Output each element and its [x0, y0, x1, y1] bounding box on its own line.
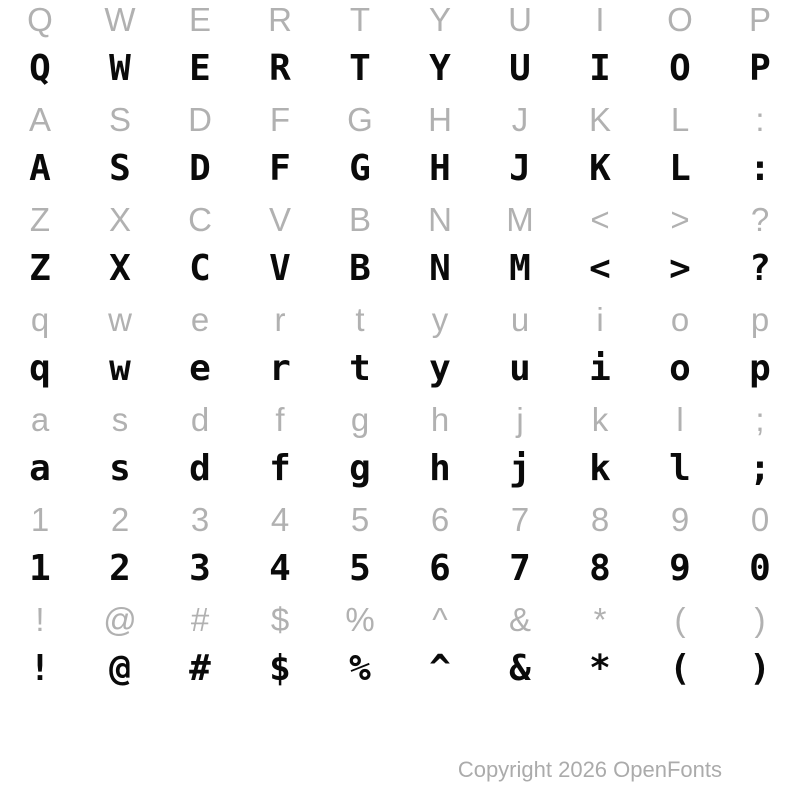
glyph-cell: u	[510, 300, 530, 338]
glyph-cell: o	[670, 300, 690, 338]
glyph-cell: Y	[429, 48, 451, 89]
glyph-cell: Z	[29, 248, 51, 289]
glyph-cell: k	[589, 448, 611, 489]
glyph-cell: 7	[509, 548, 531, 589]
glyph-cell: i	[596, 300, 604, 338]
glyph-cell: l	[669, 448, 691, 489]
lowercase-home-row-specimen	[0, 444, 800, 494]
glyph-cell: w	[109, 348, 131, 389]
glyph-cell: F	[269, 100, 291, 138]
glyph-cell: >	[669, 248, 691, 289]
glyph-cell: j	[509, 448, 531, 489]
glyph-cell: C	[188, 200, 212, 238]
glyph-cell: E	[188, 0, 211, 38]
uppercase-qwerty-row-reference	[0, 0, 800, 44]
glyph-cell: !	[29, 648, 51, 689]
glyph-cell: M	[506, 200, 534, 238]
glyph-cell: 0	[750, 500, 770, 538]
glyph-cell: P	[748, 0, 771, 38]
glyph-cell: U	[509, 48, 531, 89]
glyph-cell: %	[349, 648, 371, 689]
uppercase-home-row-reference	[0, 94, 800, 144]
glyph-cell: e	[190, 300, 210, 338]
glyph-cell: 4	[269, 548, 291, 589]
glyph-cell: *	[593, 600, 607, 638]
glyph-cell: X	[108, 200, 131, 238]
glyph-cell: L	[670, 100, 690, 138]
glyph-cell: @	[109, 648, 131, 689]
glyph-cell: B	[348, 200, 371, 238]
lowercase-home-row-reference	[0, 394, 800, 444]
glyph-cell: O	[667, 0, 693, 38]
glyph-cell: 9	[669, 548, 691, 589]
glyph-cell: j	[516, 400, 524, 438]
glyph-cell: V	[268, 200, 291, 238]
glyph-cell: %	[345, 600, 375, 638]
glyph-cell: Z	[29, 200, 51, 238]
glyph-cell: f	[269, 448, 291, 489]
glyph-cell: S	[109, 148, 131, 189]
glyph-cell: u	[509, 348, 531, 389]
glyph-cell: C	[189, 248, 211, 289]
glyph-cell: X	[109, 248, 131, 289]
glyph-cell: >	[670, 200, 690, 238]
glyph-cell: 1	[29, 548, 51, 589]
glyph-cell: A	[29, 148, 51, 189]
glyph-cell: #	[189, 648, 211, 689]
glyph-cell: )	[749, 648, 771, 689]
glyph-cell: 3	[190, 500, 210, 538]
glyph-cell: r	[274, 300, 286, 338]
glyph-cell: a	[29, 448, 51, 489]
glyph-cell: t	[349, 348, 371, 389]
uppercase-home-row-specimen	[0, 144, 800, 194]
glyph-cell: H	[429, 148, 451, 189]
glyph-cell: R	[268, 0, 292, 38]
glyph-cell: y	[431, 300, 449, 338]
symbols-row-reference	[0, 594, 800, 644]
glyph-cell: :	[755, 100, 765, 138]
glyph-cell: D	[188, 100, 212, 138]
uppercase-qwerty-row-specimen	[0, 44, 800, 94]
glyph-cell: s	[109, 448, 131, 489]
glyph-cell: 6	[430, 500, 450, 538]
glyph-cell: ^	[429, 648, 451, 689]
glyph-cell: &	[508, 600, 531, 638]
glyph-cell: o	[669, 348, 691, 389]
glyph-cell: d	[189, 448, 211, 489]
glyph-cell: a	[30, 400, 50, 438]
glyph-cell: I	[595, 0, 605, 38]
glyph-cell: <	[589, 248, 611, 289]
glyph-cell: S	[108, 100, 131, 138]
glyph-cell: s	[111, 400, 129, 438]
glyph-cell: W	[104, 0, 136, 38]
glyph-cell: W	[109, 48, 131, 89]
glyph-cell: g	[349, 448, 371, 489]
glyph-cell: #	[190, 600, 210, 638]
glyph-cell: 2	[110, 500, 130, 538]
glyph-cell: 0	[749, 548, 771, 589]
glyph-cell: K	[588, 100, 611, 138]
glyph-cell: L	[669, 148, 691, 189]
glyph-cell: U	[508, 0, 532, 38]
glyph-cell: Y	[428, 0, 451, 38]
glyph-cell: )	[754, 600, 766, 638]
glyph-cell: 8	[590, 500, 610, 538]
glyph-cell: p	[750, 300, 770, 338]
glyph-cell: D	[189, 148, 211, 189]
glyph-cell: g	[350, 400, 370, 438]
glyph-cell: T	[349, 0, 371, 38]
glyph-cell: T	[349, 48, 371, 89]
glyph-cell: ?	[750, 200, 770, 238]
glyph-cell: l	[676, 400, 684, 438]
glyph-cell: O	[669, 48, 691, 89]
uppercase-bottom-row-specimen	[0, 244, 800, 294]
glyph-cell: 1	[30, 500, 50, 538]
glyph-cell: J	[509, 148, 531, 189]
glyph-cell: G	[347, 100, 373, 138]
glyph-cell: J	[511, 100, 529, 138]
glyph-cell: h	[429, 448, 451, 489]
glyph-cell: <	[590, 200, 610, 238]
symbols-row-specimen	[0, 644, 800, 694]
glyph-cell: p	[749, 348, 771, 389]
glyph-cell: 9	[670, 500, 690, 538]
glyph-cell: (	[674, 600, 686, 638]
glyph-cell: $	[270, 600, 290, 638]
glyph-cell: :	[749, 148, 771, 189]
uppercase-bottom-row-reference	[0, 194, 800, 244]
glyph-cell: q	[30, 300, 50, 338]
glyph-cell: y	[429, 348, 451, 389]
glyph-cell: @	[103, 600, 137, 638]
glyph-cell: K	[589, 148, 611, 189]
glyph-cell: A	[28, 100, 51, 138]
glyph-cell: 4	[270, 500, 290, 538]
glyph-cell: G	[349, 148, 371, 189]
digits-row-specimen	[0, 544, 800, 594]
glyph-cell: q	[29, 348, 51, 389]
glyph-cell: N	[429, 248, 451, 289]
glyph-cell: P	[749, 48, 771, 89]
glyph-cell: w	[108, 300, 132, 338]
glyph-cell: (	[669, 648, 691, 689]
glyph-cell: 3	[189, 548, 211, 589]
glyph-cell: i	[589, 348, 611, 389]
glyph-cell: r	[269, 348, 291, 389]
glyph-cell: t	[355, 300, 365, 338]
glyph-cell: 8	[589, 548, 611, 589]
glyph-cell: f	[275, 400, 285, 438]
glyph-cell: B	[349, 248, 371, 289]
copyright-text: Copyright 2026 OpenFonts	[457, 757, 722, 782]
glyph-cell: ;	[749, 448, 771, 489]
glyph-cell: H	[428, 100, 452, 138]
glyph-cell: 7	[510, 500, 530, 538]
glyph-cell: 2	[109, 548, 131, 589]
glyph-cell: E	[189, 48, 211, 89]
glyph-cell: d	[190, 400, 210, 438]
glyph-cell: 5	[349, 548, 371, 589]
glyph-cell: R	[269, 48, 291, 89]
glyph-cell: M	[509, 248, 531, 289]
glyph-cell: ?	[749, 248, 771, 289]
glyph-cell: h	[430, 400, 450, 438]
lowercase-qwerty-row-reference	[0, 294, 800, 344]
glyph-cell: Q	[29, 48, 51, 89]
glyph-cell: Q	[27, 0, 53, 38]
glyph-cell: e	[189, 348, 211, 389]
glyph-cell: N	[428, 200, 452, 238]
glyph-cell: &	[509, 648, 531, 689]
glyph-cell: F	[269, 148, 291, 189]
glyph-cell: 6	[429, 548, 451, 589]
glyph-cell: ;	[755, 400, 765, 438]
glyph-cell: V	[269, 248, 291, 289]
glyph-cell: I	[589, 48, 611, 89]
glyph-cell: k	[591, 400, 609, 438]
digits-row-reference	[0, 494, 800, 544]
lowercase-qwerty-row-specimen	[0, 344, 800, 394]
glyph-cell: *	[589, 648, 611, 689]
glyph-cell: !	[35, 600, 45, 638]
glyph-cell: ^	[432, 600, 448, 638]
glyph-cell: $	[269, 648, 291, 689]
glyph-cell: 5	[350, 500, 370, 538]
